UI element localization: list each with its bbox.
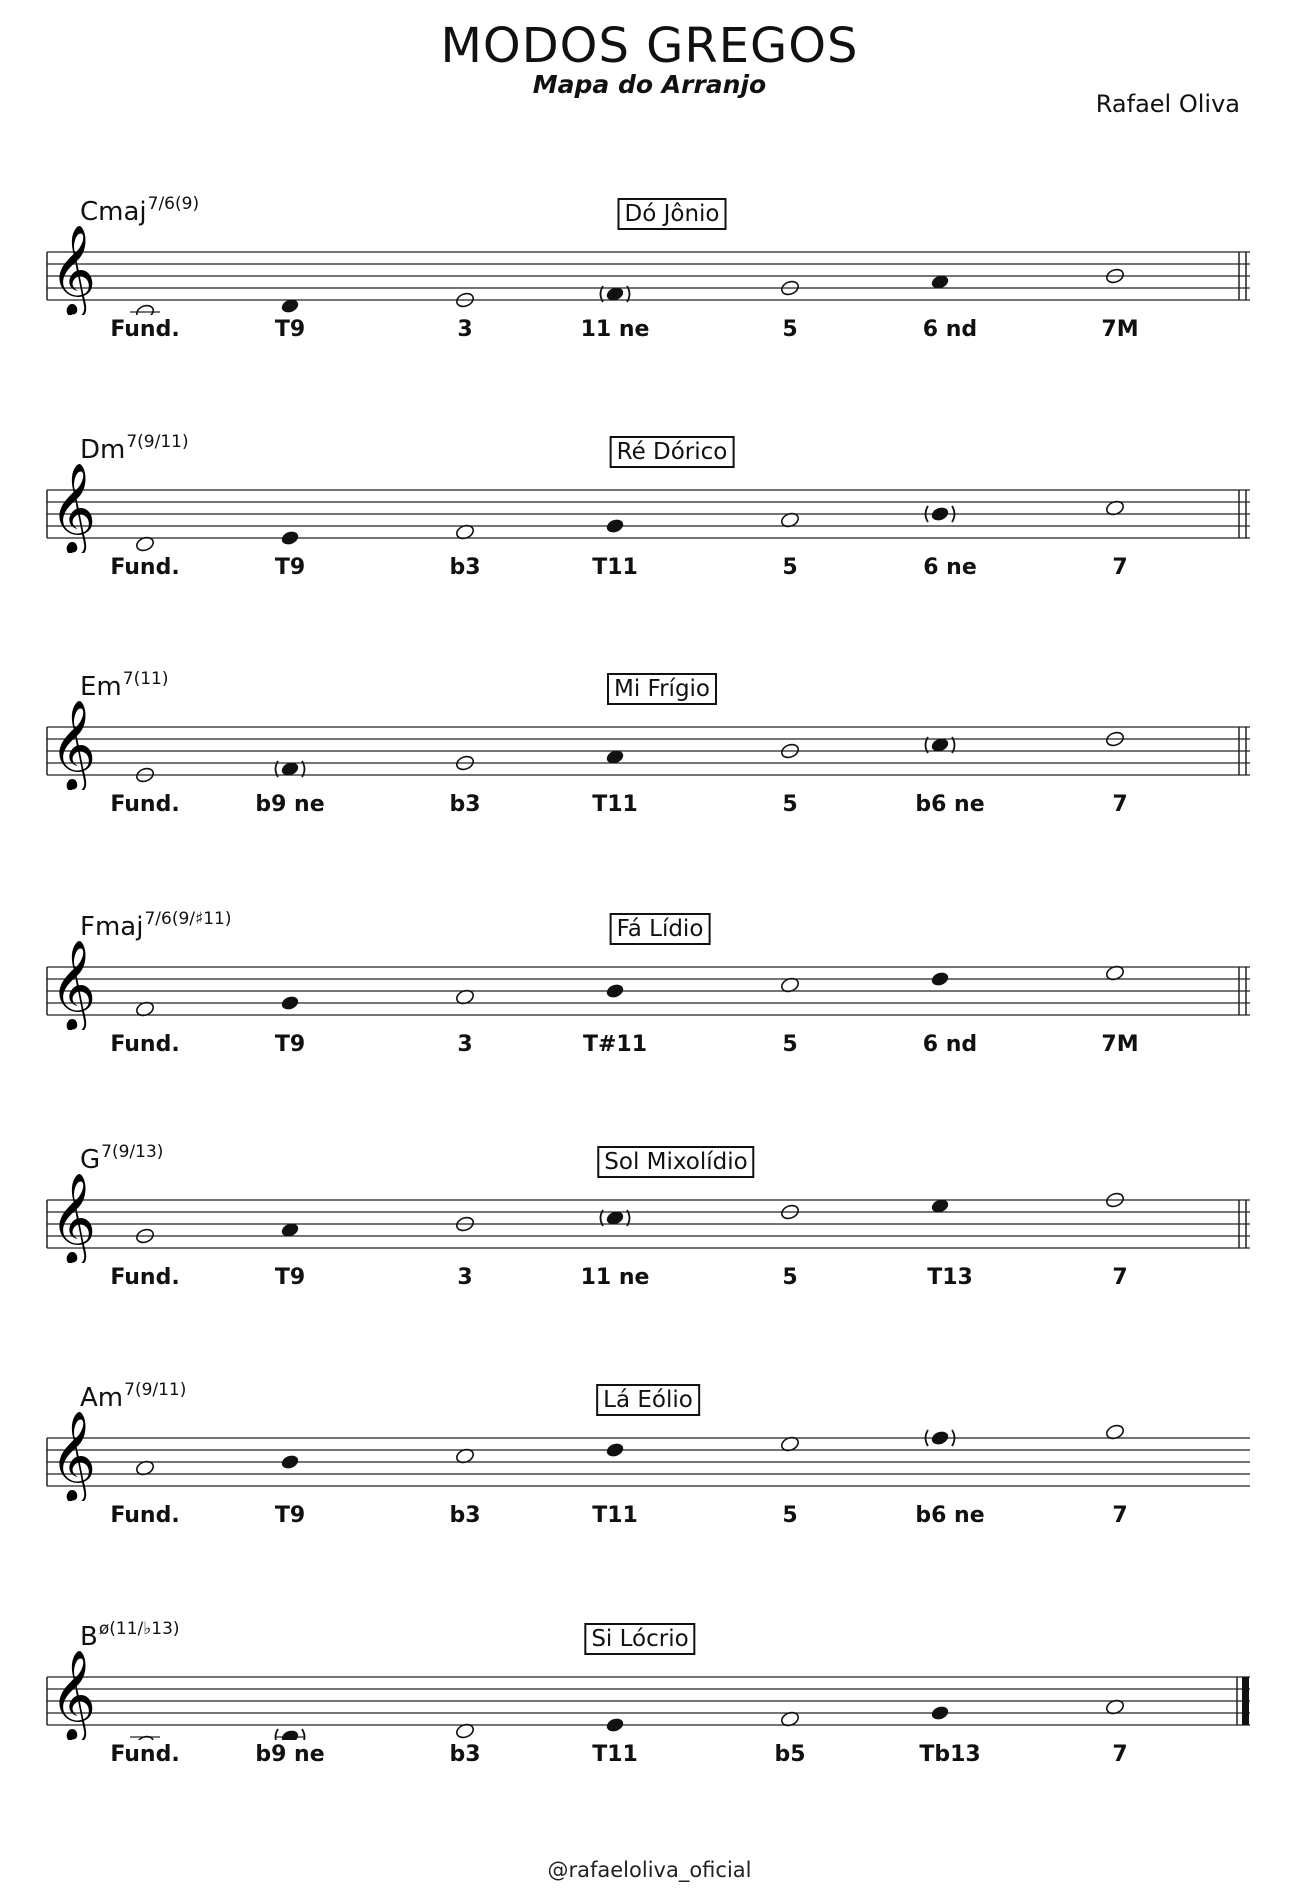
- mode-label: Sol Mixolídio: [597, 1146, 754, 1178]
- page-title: MODOS GREGOS: [440, 18, 859, 74]
- treble-clef-icon: 𝄞: [50, 1173, 97, 1263]
- degree-label: T9: [274, 1265, 306, 1290]
- staff-system: [0, 905, 1299, 1105]
- mode-label: Dó Jônio: [618, 198, 727, 230]
- chord-root: B: [80, 1622, 98, 1652]
- degree-label: T13: [927, 1265, 973, 1290]
- degree-label: 11 ne: [580, 1265, 650, 1290]
- degree-label: Fund.: [110, 792, 180, 817]
- degree-label: 7: [1112, 1503, 1128, 1528]
- degree-label: T9: [274, 317, 306, 342]
- treble-clef-icon: 𝄞: [50, 225, 97, 315]
- note-head: [605, 1441, 625, 1458]
- degree-label: Fund.: [110, 555, 180, 580]
- chord-extension: 7(9/13): [101, 1142, 164, 1162]
- degree-label: 7M: [1101, 1032, 1139, 1057]
- degree-label: b5: [774, 1742, 806, 1767]
- degree-label: Fund.: [110, 1265, 180, 1290]
- degree-label: 6 ne: [923, 555, 977, 580]
- treble-clef-icon: 𝄞: [50, 463, 97, 553]
- degree-label: b3: [449, 555, 481, 580]
- page-subtitle: Mapa do Arranjo: [532, 70, 767, 99]
- degree-label: 3: [457, 1032, 473, 1057]
- treble-clef-icon: 𝄞: [50, 700, 97, 790]
- degree-label: T9: [274, 1032, 306, 1057]
- degree-label: 11 ne: [580, 317, 650, 342]
- note-head: [276, 1728, 305, 1740]
- degree-label: 5: [782, 1503, 798, 1528]
- degree-label: 6 nd: [922, 317, 978, 342]
- note-head: [280, 529, 300, 546]
- chord-root: Em: [80, 672, 122, 702]
- note-head: [280, 1453, 300, 1470]
- degree-label: Fund.: [110, 1032, 180, 1057]
- staff-system: [0, 665, 1299, 865]
- staff: [0, 1615, 1299, 1740]
- degree-label: 7: [1112, 792, 1128, 817]
- mode-label: Ré Dórico: [610, 436, 735, 468]
- degree-label: Fund.: [110, 1742, 180, 1767]
- chord-root: Cmaj: [80, 197, 147, 227]
- mode-label: Si Lócrio: [584, 1623, 695, 1655]
- staff: [0, 665, 1299, 790]
- degree-label: b6 ne: [915, 792, 985, 817]
- mode-label: Fá Lídio: [610, 913, 711, 945]
- staff-system: [0, 1138, 1299, 1338]
- chord-root: Dm: [80, 435, 126, 465]
- note-head: [605, 1716, 625, 1733]
- chord-root: G: [80, 1145, 101, 1175]
- staff-system: [0, 428, 1299, 628]
- chord-extension: 7/6(9): [147, 194, 200, 214]
- degree-label: Fund.: [110, 317, 180, 342]
- degree-label: b9 ne: [255, 1742, 325, 1767]
- chord-root: Am: [80, 1383, 124, 1413]
- chord-extension: 7/6(9/♯11): [144, 909, 232, 929]
- degree-label: b3: [449, 792, 481, 817]
- degree-label: T#11: [582, 1032, 648, 1057]
- chord-extension: 7(9/11): [124, 1380, 187, 1400]
- degree-label: T11: [592, 792, 638, 817]
- degree-label: b3: [449, 1503, 481, 1528]
- treble-clef-icon: 𝄞: [50, 940, 97, 1030]
- degree-label: Fund.: [110, 1503, 180, 1528]
- staff: [0, 1138, 1299, 1263]
- degree-label: 5: [782, 792, 798, 817]
- staff: [0, 1376, 1299, 1501]
- note-head: [280, 994, 300, 1011]
- author-name: Rafael Oliva: [1095, 90, 1240, 118]
- degree-label: 3: [457, 1265, 473, 1290]
- final-barline: [1242, 1677, 1249, 1725]
- staff-system: [0, 1615, 1299, 1815]
- degree-label: 7M: [1101, 317, 1139, 342]
- degree-label: b3: [449, 1742, 481, 1767]
- degree-label: Tb13: [919, 1742, 981, 1767]
- degree-label: 7: [1112, 555, 1128, 580]
- degree-label: T11: [592, 1503, 638, 1528]
- note-head: [605, 982, 625, 999]
- degree-label: 6 nd: [922, 1032, 978, 1057]
- degree-label: T9: [274, 1503, 306, 1528]
- chord-extension: ø(11/♭13): [98, 1619, 180, 1639]
- degree-label: b6 ne: [915, 1503, 985, 1528]
- staff-system: [0, 1376, 1299, 1576]
- degree-label: T11: [592, 555, 638, 580]
- note-head: [135, 303, 155, 315]
- mode-label: Lá Eólio: [596, 1384, 700, 1416]
- degree-label: b9 ne: [255, 792, 325, 817]
- chord-root: Fmaj: [80, 912, 144, 942]
- degree-label: 7: [1112, 1742, 1128, 1767]
- degree-label: 5: [782, 555, 798, 580]
- note-head: [930, 1704, 950, 1721]
- degree-label: T11: [592, 1742, 638, 1767]
- note-head: [605, 517, 625, 534]
- chord-extension: 7(11): [122, 669, 169, 689]
- footer-handle: @rafaeloliva_oficial: [547, 1858, 752, 1882]
- degree-label: T9: [274, 555, 306, 580]
- staff: [0, 190, 1299, 315]
- chord-extension: 7(9/11): [126, 432, 189, 452]
- degree-label: 5: [782, 317, 798, 342]
- note-head: [930, 970, 950, 987]
- degree-label: 5: [782, 1032, 798, 1057]
- degree-label: 7: [1112, 1265, 1128, 1290]
- mode-label: Mi Frígio: [607, 673, 717, 705]
- degree-label: 5: [782, 1265, 798, 1290]
- treble-clef-icon: 𝄞: [50, 1650, 97, 1740]
- staff-system: [0, 190, 1299, 390]
- treble-clef-icon: 𝄞: [50, 1411, 97, 1501]
- staff: [0, 428, 1299, 553]
- degree-label: 3: [457, 317, 473, 342]
- staff: [0, 905, 1299, 1030]
